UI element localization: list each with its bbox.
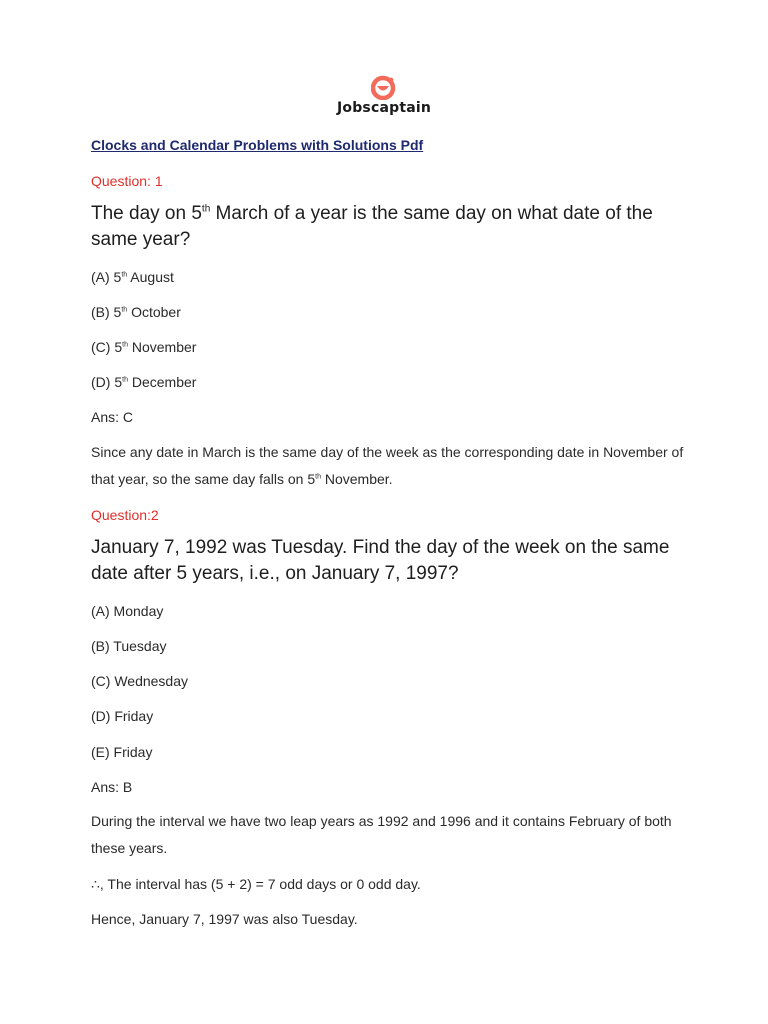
page-title-link[interactable]: Clocks and Calendar Problems with Solutions Pdf [91,137,424,153]
question-2-option-a: (A) Monday [91,603,164,619]
option-prefix: (D) 5 [91,374,123,390]
explanation-sup: th [315,473,321,481]
option-sup: th [121,306,128,314]
option-prefix: (C) 5 [91,339,123,355]
question-2-explanation-2: ∴, The interval has (5 + 2) = 7 odd days or 0 odd day. [91,876,421,892]
question-2-text: January 7, 1992 was Tuesday. Find the day of the week on the same date after 5 years, i.e., on January 7, 1997? [91,537,670,584]
question-1-explanation [91,439,691,493]
option-suffix: November [127,339,197,355]
option-suffix: December [127,374,197,390]
explanation-a: Since any date in March is the same day of the week as the corresponding date in November of that year, so the same day falls on 5 [91,444,684,487]
question-1-answer: Ans: C [91,409,134,425]
question-2-option-e: (E) Friday [91,744,153,760]
question-2-option-b: (B) Tuesday [91,638,167,654]
question-1-option-d [91,374,196,390]
question-1-option-b [91,304,181,320]
question-1-text [91,201,681,253]
option-prefix: (A) 5 [91,269,122,285]
question-2-explanation-1: During the interval we have two leap years as 1992 and 1996 and it contains February of both these years. [91,813,672,856]
option-suffix: October [127,304,181,320]
question-2-label: Question:2 [91,507,159,523]
question-1-option-c [91,339,196,355]
question-1-label: Question: 1 [91,173,163,189]
option-sup: th [122,376,128,384]
option-suffix: August [127,269,174,285]
question-1-text-sup: th [201,203,211,215]
question-1-option-a [91,269,174,285]
option-prefix: (B) 5 [91,304,122,320]
jobscaptain-logo [0,74,768,116]
question-1-text-a: The day on 5 [91,203,202,224]
option-sup: th [122,341,128,349]
option-sup: th [121,271,128,279]
question-2-option-c: (C) Wednesday [91,673,189,689]
logo-mark-icon [371,74,397,100]
explanation-b: November. [320,471,393,487]
question-1-text-b: March of a year is the same day on what date of the same year? [91,203,653,250]
question-2-option-d: (D) Friday [91,708,154,724]
question-2-answer: Ans: B [91,779,133,795]
question-2-explanation-3: Hence, January 7, 1997 was also Tuesday. [91,911,358,927]
logo-text: Jobscaptain [336,100,432,116]
